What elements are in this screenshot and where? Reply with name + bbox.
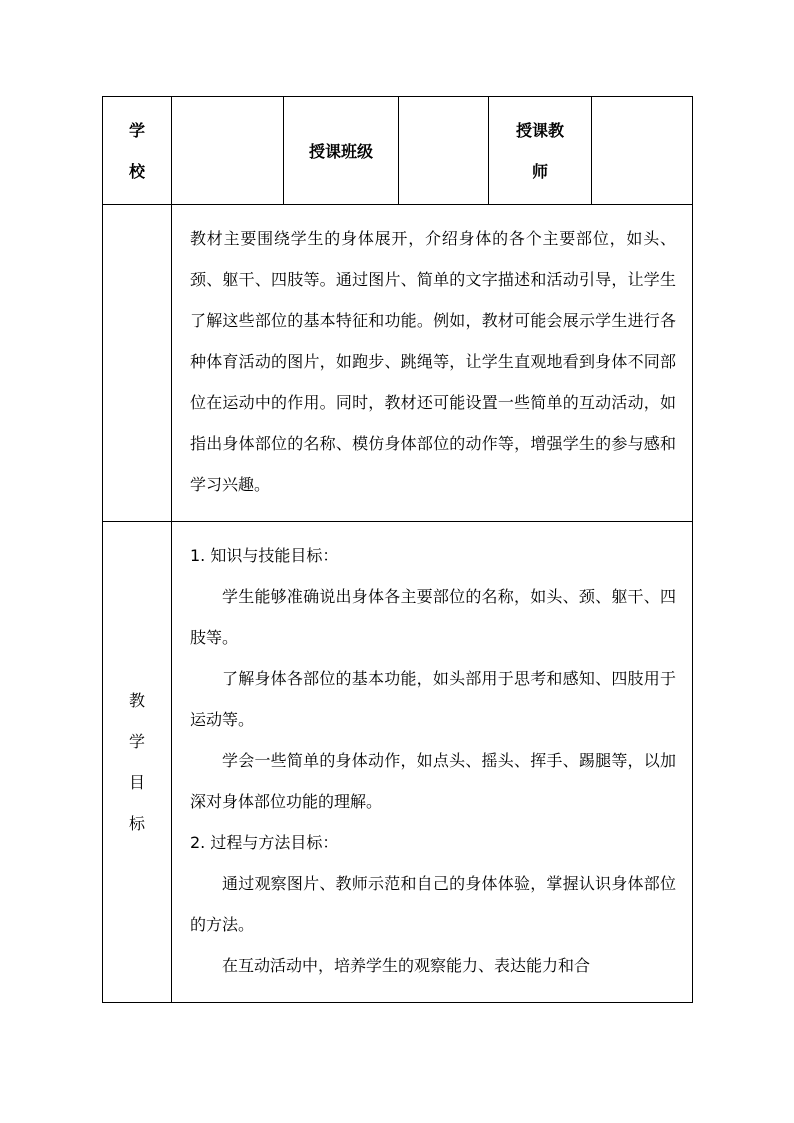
objective-item: 通过观察图片、教师示范和自己的身体体验，掌握认识身体部位的方法。	[190, 874, 676, 934]
school-label-char-1: 学	[128, 120, 145, 140]
teacher-label-cell	[489, 97, 592, 205]
objective-item: 学会一些简单的身体动作，如点头、摇头、挥手、踢腿等，以加深对身体部位功能的理解。	[190, 751, 676, 811]
material-text: 教材主要围绕学生的身体展开，介绍身体的各个主要部位，如头、颈、躯干、四肢等。通过图片、简单的文字描述和活动引导，让学生了解这些部位的基本特征和功能。例如，教材可能会展示学生进行各种体育活动的图片，如跑步、跳绳等，让学生直观地看到身体不同部位在运动中的作用。同时，教材还可能设置一些简单的互动活动，如指出身体部位的名称、模仿身体部位的动作等，增强学生的参与感和学习兴趣。	[190, 229, 676, 494]
lesson-plan-table	[102, 96, 693, 1003]
material-label-cell	[103, 205, 172, 522]
objectives-label-char-1: 教	[128, 691, 145, 710]
objectives-label-char-3: 目	[128, 773, 145, 792]
objective-item: 学生能够准确说出身体各主要部位的名称，如头、颈、躯干、四肢等。	[190, 587, 676, 647]
teacher-label-line-2: 师	[531, 161, 548, 181]
objectives-label-char-2: 学	[128, 732, 145, 751]
class-label-cell: 授课班级	[284, 97, 399, 205]
material-row	[103, 205, 693, 522]
teacher-label-line-1: 授课教	[515, 120, 564, 140]
objective-item: 在互动活动中，培养学生的观察能力、表达能力和合	[222, 956, 591, 975]
teacher-value-cell[interactable]	[592, 97, 693, 205]
school-label	[103, 110, 171, 192]
school-value-cell[interactable]	[172, 97, 284, 205]
objective-heading-process: 2. 过程与方法目标：	[190, 833, 339, 852]
objectives-label	[103, 680, 171, 844]
school-label-char-2: 校	[128, 161, 145, 181]
objectives-content-cell	[172, 522, 693, 1003]
objectives-label-char-4: 标	[128, 814, 145, 833]
objective-item: 了解身体各部位的基本功能，如头部用于思考和感知、四肢用于运动等。	[190, 669, 676, 729]
school-label-cell	[103, 97, 172, 205]
objectives-row	[103, 522, 693, 1003]
material-content-cell	[172, 205, 693, 522]
class-value-cell[interactable]	[399, 97, 489, 205]
header-row	[103, 97, 693, 205]
teacher-label	[489, 110, 591, 192]
objective-heading-knowledge: 1. 知识与技能目标：	[190, 546, 339, 565]
objectives-label-cell	[103, 522, 172, 1003]
